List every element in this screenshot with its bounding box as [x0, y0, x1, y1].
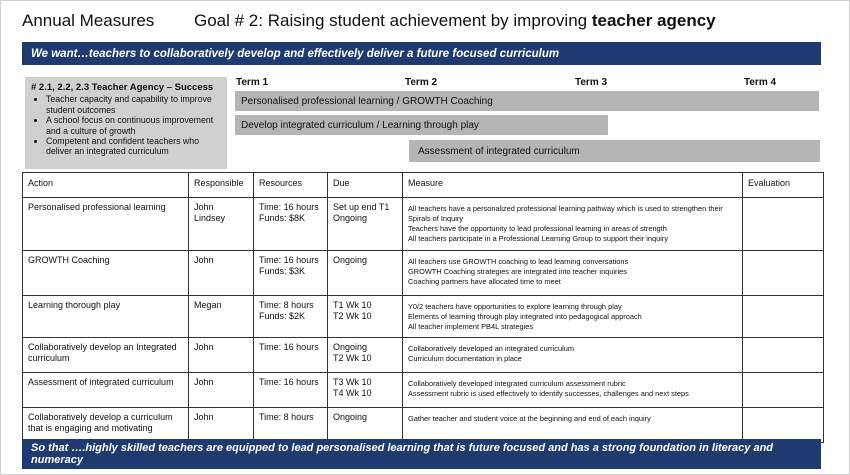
measure-line: All teacher implement PB4L strategies [408, 322, 534, 331]
col-header-resources: Resources [254, 173, 328, 198]
action-cell: GROWTH Coaching [23, 251, 189, 296]
responsible-cell [189, 198, 254, 251]
due-line: Set up end T1 [333, 202, 390, 212]
resources-cell [254, 338, 328, 373]
responsible-line: Lindsey [194, 213, 226, 223]
evaluation-cell[interactable] [743, 251, 824, 296]
table-row [23, 296, 824, 338]
goal-title [194, 11, 716, 31]
evaluation-cell[interactable] [743, 373, 824, 408]
responsible-line: John [194, 412, 214, 422]
due-line: Ongoing [333, 213, 368, 223]
resources-line: Funds: $2K [259, 311, 306, 321]
responsible-line: John [194, 377, 214, 387]
resources-cell [254, 373, 328, 408]
timeline-bar-professional-learning: Personalised professional learning / GROWTH Coaching [235, 91, 819, 111]
responsible-line: John [194, 255, 214, 265]
resources-line: Funds: $3K [259, 266, 306, 276]
due-line: T2 Wk 10 [333, 353, 372, 363]
goal-title-text: Goal # 2: Raising student achievement by improving [194, 11, 592, 30]
due-line: Ongoing [333, 412, 368, 422]
measure-line: Spirals of Inquiry [408, 214, 464, 223]
due-line: T4 Wk 10 [333, 388, 372, 398]
success-criterion: • Teacher capacity and capability to improve student outcomes [46, 94, 222, 115]
col-header-action: Action [23, 173, 189, 198]
table-row [23, 198, 824, 251]
responsible-cell [189, 296, 254, 338]
evaluation-cell[interactable] [743, 408, 824, 443]
measure-line: GROWTH Coaching strategies are integrated into teacher inquiries [408, 267, 627, 276]
table-row [23, 373, 824, 408]
col-header-evaluation: Evaluation [743, 173, 824, 198]
success-criteria-box [25, 77, 227, 169]
action-cell: Assessment of integrated curriculum [23, 373, 189, 408]
resources-line: Time: 16 hours [259, 342, 319, 352]
measure-line: Assessment rubric is used effectively to identify successes, challenges and next steps [408, 389, 689, 398]
resources-line: Time: 16 hours [259, 202, 319, 212]
measure-line: Gather teacher and student voice at the beginning and end of each inquiry [408, 414, 651, 423]
annual-measures-title: Annual Measures [22, 11, 155, 30]
table-row [23, 251, 824, 296]
success-criteria-list [31, 94, 222, 156]
responsible-cell [189, 251, 254, 296]
due-line: Ongoing [333, 255, 368, 265]
responsible-cell [189, 408, 254, 443]
table-row [23, 408, 824, 443]
due-line: T1 Wk 10 [333, 300, 372, 310]
measure-line: All teachers have a personalized professional learning pathway which is used to strengthen their [408, 204, 723, 213]
measure-line: Curriculum documentation in place [408, 354, 522, 363]
action-cell: Collaboratively develop a curriculum that is engaging and motivating [23, 408, 189, 443]
due-cell [328, 198, 403, 251]
responsible-cell [189, 373, 254, 408]
success-criterion: • Competent and confident teachers who deliver an integrated curriculum [46, 136, 222, 157]
measure-cell [403, 373, 743, 408]
action-plan-table [22, 172, 824, 443]
term-1-label: Term 1 [236, 77, 269, 88]
col-header-measure: Measure [403, 173, 743, 198]
timeline-bar-integrated-curriculum: Develop integrated curriculum / Learning through play [235, 115, 608, 135]
resources-cell [254, 251, 328, 296]
resources-cell [254, 198, 328, 251]
resources-line: Time: 16 hours [259, 255, 319, 265]
measure-line: Coaching partners have allocated time to meet [408, 277, 561, 286]
measure-line: Elements of learning through play integrated into pedagogical approach [408, 312, 642, 321]
goal-title-emphasis: teacher agency [591, 11, 716, 30]
due-line: T3 Wk 10 [333, 377, 372, 387]
due-cell [328, 373, 403, 408]
col-header-due: Due [328, 173, 403, 198]
measure-cell [403, 251, 743, 296]
measure-cell [403, 198, 743, 251]
so-that-banner: So that ….highly skilled teachers are equipped to lead personalised learning that is future focused and has a strong foundation in literacy and numeracy [22, 439, 821, 469]
timeline-bar-assessment: Assessment of integrated curriculum [409, 140, 820, 162]
due-line: T2 Wk 10 [333, 311, 372, 321]
we-want-banner: We want…teachers to collaboratively develop and effectively deliver a future focused curriculum [22, 42, 821, 65]
due-line: Ongoing [333, 342, 368, 352]
measure-cell [403, 296, 743, 338]
resources-line: Time: 8 hours [259, 300, 314, 310]
evaluation-cell[interactable] [743, 198, 824, 251]
measure-line: Collaboratively developed integrated curriculum assessment rubric [408, 379, 626, 388]
resources-cell [254, 296, 328, 338]
resources-line: Funds: $8K [259, 213, 306, 223]
due-cell [328, 296, 403, 338]
action-cell: Collaboratively develop an Integrated curriculum [23, 338, 189, 373]
success-criterion: • A school focus on continuous improvement and a culture of growth [46, 115, 222, 136]
term-4-label: Term 4 [744, 77, 777, 88]
responsible-line: John [194, 342, 214, 352]
responsible-line: John [194, 202, 214, 212]
measure-line: All teachers use GROWTH coaching to lead learning conversations [408, 257, 629, 266]
due-cell [328, 251, 403, 296]
table-row [23, 338, 824, 373]
responsible-cell [189, 338, 254, 373]
due-cell [328, 338, 403, 373]
measure-line: All teachers participate in a Professional Learning Group to support their inquiry [408, 234, 669, 243]
resources-cell [254, 408, 328, 443]
term-3-label: Term 3 [575, 77, 608, 88]
table-header-row [23, 173, 824, 198]
action-cell: Personalised professional learning [23, 198, 189, 251]
evaluation-cell[interactable] [743, 338, 824, 373]
success-box-title: # 2.1, 2.2, 2.3 Teacher Agency – Success [31, 82, 214, 93]
measure-line: Collaboratively developed an integrated curriculum [408, 344, 574, 353]
measure-line: Y0/2 teachers have opportunities to explore learning through play [408, 302, 622, 311]
measure-cell [403, 408, 743, 443]
responsible-line: Megan [194, 300, 222, 310]
due-cell [328, 408, 403, 443]
evaluation-cell[interactable] [743, 296, 824, 338]
term-2-label: Term 2 [405, 77, 438, 88]
action-cell: Learning thorough play [23, 296, 189, 338]
measure-cell [403, 338, 743, 373]
measure-line: Teachers have the opportunity to lead professional learning in areas of strength [408, 224, 667, 233]
resources-line: Time: 16 hours [259, 377, 319, 387]
resources-line: Time: 8 hours [259, 412, 314, 422]
col-header-responsible: Responsible [189, 173, 254, 198]
